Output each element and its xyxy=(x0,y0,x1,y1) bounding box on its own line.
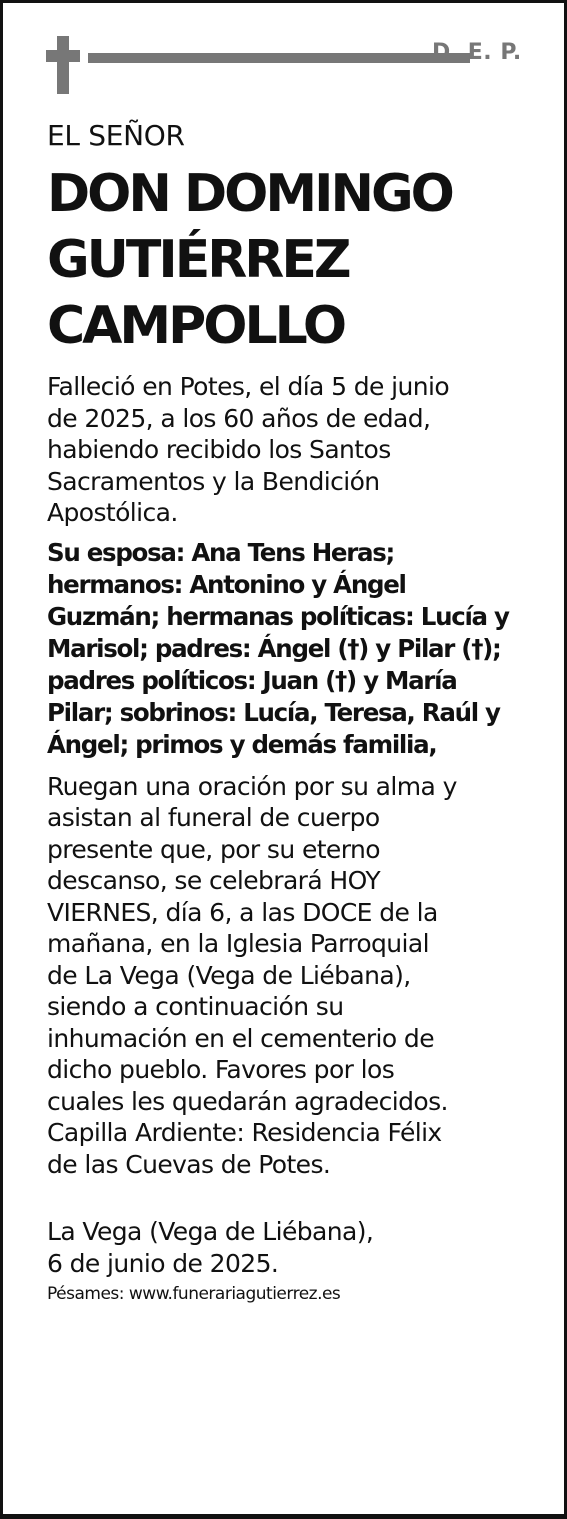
name-line: CAMPOLLO xyxy=(47,296,345,356)
name-line: GUTIÉRREZ xyxy=(47,230,349,290)
text-line: de las Cuevas de Potes. xyxy=(47,1149,331,1179)
intro-label: EL SEÑOR xyxy=(47,119,185,152)
text-line: asistan al funeral de cuerpo xyxy=(47,803,380,832)
text-line: Pilar; sobrinos: Lucía, Teresa, Raúl y xyxy=(47,697,500,727)
obituary-content xyxy=(47,117,537,1305)
date-line: 6 de junio de 2025. xyxy=(47,1248,279,1278)
text-line: Ruegan una oración por su alma y xyxy=(47,771,457,801)
text-line: mañana, en la Iglesia Parroquial xyxy=(47,929,429,958)
text-line: habiendo recibido los Santos xyxy=(47,435,391,464)
text-line: Apostólica. xyxy=(47,498,178,527)
text-line: de 2025, a los 60 años de edad, xyxy=(47,403,431,433)
place-date xyxy=(47,1216,537,1279)
condolences-link[interactable]: Pésames: www.funerariagutierrez.es xyxy=(47,1284,341,1304)
text-line: hermanos: Antonino y Ángel xyxy=(47,569,406,599)
text-line: dicho pueblo. Favores por los xyxy=(47,1055,395,1084)
text-line: Su esposa: Ana Tens Heras; xyxy=(47,537,395,567)
cross-horizontal-bar xyxy=(46,50,80,62)
text-line: Sacramentos y la Bendición xyxy=(47,466,380,496)
funeral-paragraph xyxy=(47,771,537,1181)
text-line: siendo a continuación su xyxy=(47,992,344,1021)
text-line: Ángel; primos y demás familia, xyxy=(47,729,437,759)
family-paragraph xyxy=(47,537,537,761)
text-line: Falleció en Potes, el día 5 de junio xyxy=(47,372,450,401)
death-notice-paragraph xyxy=(47,371,537,529)
text-line: inhumación en el cementerio de xyxy=(47,1023,434,1053)
place-line: La Vega (Vega de Liébana), xyxy=(47,1217,374,1246)
text-line: cuales les quedarán agradecidos. xyxy=(47,1086,448,1116)
text-line: presente que, por su eterno xyxy=(47,834,380,864)
header xyxy=(46,36,522,94)
text-line: Guzmán; hermanas políticas: Lucía y xyxy=(47,601,509,631)
text-line: VIERNES, día 6, a las DOCE de la xyxy=(47,897,438,927)
text-line: de La Vega (Vega de Liébana), xyxy=(47,960,411,990)
text-line: Marisol; padres: Ángel (†) y Pilar (†); xyxy=(47,633,501,663)
cross-vertical-bar xyxy=(57,36,69,94)
text-line: descanso, se celebrará HOY xyxy=(47,866,380,895)
name-line: DON DOMINGO xyxy=(47,164,452,224)
text-line: padres políticos: Juan (†) y María xyxy=(47,665,457,695)
deceased-name xyxy=(47,161,537,359)
text-line: Capilla Ardiente: Residencia Félix xyxy=(47,1118,442,1147)
header-rule xyxy=(88,53,470,63)
dep-label: D. E. P. xyxy=(432,40,522,65)
